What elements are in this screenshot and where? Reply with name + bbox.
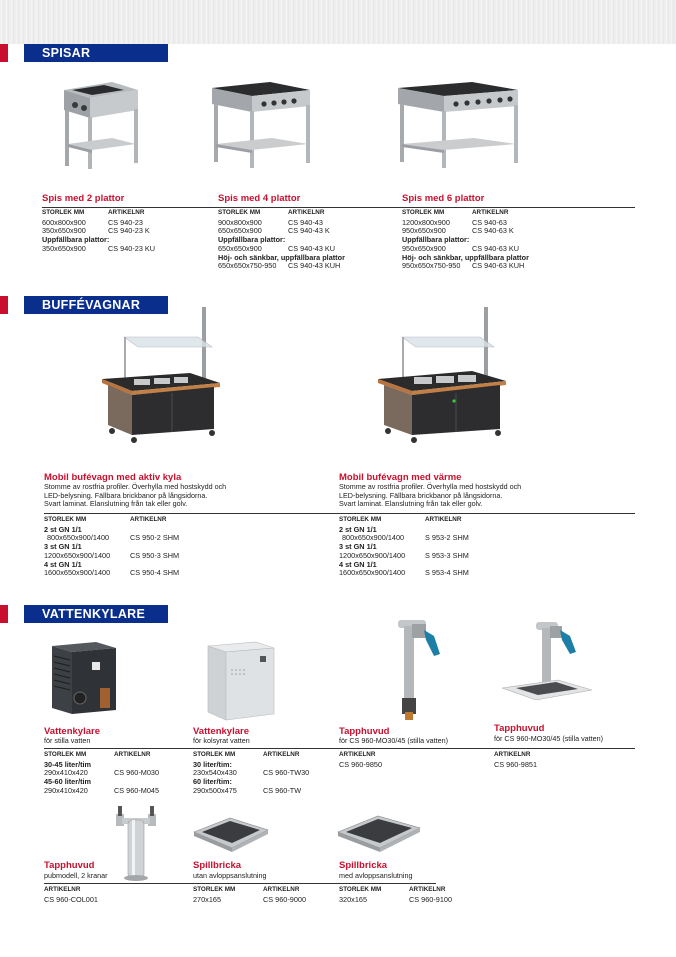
group-label: 3 st GN 1/1 xyxy=(44,542,82,552)
size-cell: 800x650x900/1400 xyxy=(342,533,405,543)
art-cell: CS 960-TW xyxy=(263,785,302,795)
size-cell: 230x540x430 xyxy=(193,768,237,778)
product-name: Vattenkylare xyxy=(193,726,249,737)
section-header-spisar xyxy=(0,44,168,62)
product-description: med avloppsanslutning xyxy=(339,871,413,880)
col-header-size: STORLEK MM xyxy=(402,209,445,216)
product-description: för kolsyrat vatten xyxy=(193,736,250,745)
col-header-art: ARTIKELNR xyxy=(494,751,531,758)
section-marker xyxy=(0,296,8,314)
col-header-size: STORLEK MM xyxy=(42,209,85,216)
col-header-art: ARTIKELNR xyxy=(409,886,446,893)
stove-4-plates-image xyxy=(208,78,312,170)
art-cell: CS 960-M030 xyxy=(114,768,160,778)
col-header-art: ARTIKELNR xyxy=(263,886,300,893)
art-cell: CS 940-63 KUH xyxy=(472,261,525,271)
size-cell: 950x650x900 xyxy=(402,226,446,236)
art-cell: CS 950-3 SHM xyxy=(130,550,180,560)
product-name: Tapphuvud xyxy=(339,726,390,737)
drip-tray-no-drain-image xyxy=(190,816,270,858)
col-header-size: STORLEK MM xyxy=(218,209,261,216)
art-cell: CS 940-63 xyxy=(472,217,507,227)
spec-table-b2 xyxy=(339,516,469,578)
art-cell: CS 950-2 SHM xyxy=(130,533,180,543)
product-name: Vattenkylare xyxy=(44,726,100,737)
size-cell: 1600x650x900/1400 xyxy=(339,568,406,578)
col-header-size: STORLEK MM xyxy=(193,751,236,758)
spec-table-v2 xyxy=(193,751,309,796)
size-cell: 270x165 xyxy=(193,894,221,904)
size-cell: 1200x650x900/1400 xyxy=(339,550,406,560)
spec-table-v6 xyxy=(193,886,306,904)
art-cell: CS 940-43 KUH xyxy=(288,261,341,271)
art-cell: S 953-2 SHM xyxy=(425,533,469,543)
divider-rule xyxy=(44,513,635,514)
art-cell: CS 960-TW30 xyxy=(263,768,310,778)
tap-head-still-image xyxy=(390,614,446,724)
size-cell: 290x410x420 xyxy=(44,768,88,778)
spec-table-p2 xyxy=(218,209,345,271)
col-header-art: ARTIKELNR xyxy=(425,516,462,523)
tap-head-with-tray-image xyxy=(498,618,594,710)
spec-table-p3 xyxy=(402,209,529,271)
product-name: Tapphuvud xyxy=(44,860,95,871)
divider-rule xyxy=(42,207,635,208)
group-label: 2 st GN 1/1 xyxy=(44,524,82,534)
art-cell: CS 960-9000 xyxy=(263,894,307,904)
product-description: för CS 960-MO30/45 (stilla vatten) xyxy=(339,736,449,745)
size-cell: 350x650x900 xyxy=(42,243,86,253)
desc-line: LED-belysning. Fällbara brickbanor på långsidorna. xyxy=(44,490,208,500)
desc-line: Stomme av rostfria profiler. Överhylla med hostskydd och xyxy=(44,482,227,491)
art-cell: CS 960-9850 xyxy=(339,759,383,769)
art-cell: CS 940-23 xyxy=(108,217,143,227)
spec-table-v7 xyxy=(339,886,452,904)
group-label: 3 st GN 1/1 xyxy=(339,542,377,552)
section-title: VATTENKYLARE xyxy=(24,605,168,623)
art-cell: CS 940-43 KU xyxy=(288,243,336,253)
product-description: för CS 960-MO30/45 (stilla vatten) xyxy=(494,734,604,743)
size-cell: 350x650x900 xyxy=(42,226,86,236)
product-description: pubmodell, 2 kranar xyxy=(44,871,108,880)
product-name: Spillbricka xyxy=(193,860,242,871)
desc-line: Svart laminat. Elanslutning från tak eller golv. xyxy=(44,499,188,509)
product-name: Spillbricka xyxy=(339,860,388,871)
size-cell: 1200x650x900/1400 xyxy=(44,550,111,560)
stove-6-plates-image xyxy=(394,78,520,170)
col-header-size: STORLEK MM xyxy=(44,516,87,523)
section-title: SPISAR xyxy=(24,44,168,62)
sub-label: Uppfällbara plattor: xyxy=(42,235,110,245)
product-name: Mobil bufévagn med aktiv kyla xyxy=(44,472,182,483)
art-cell: CS 960-M045 xyxy=(114,785,160,795)
art-cell: CS 940-43 xyxy=(288,217,323,227)
section-marker xyxy=(0,44,8,62)
spec-table-v1 xyxy=(44,751,159,796)
art-cell: CS 940-43 K xyxy=(288,226,330,236)
size-cell: 1600x650x900/1400 xyxy=(44,568,111,578)
product-description: för stilla vatten xyxy=(44,736,91,745)
sub-label: Höj- och sänkbar, uppfällbara plattor xyxy=(218,252,345,262)
desc-line: Svart laminat. Elanslutning från tak eller golv. xyxy=(339,499,483,509)
art-cell: CS 960-9851 xyxy=(494,759,538,769)
group-label: 30-45 liter/tim xyxy=(44,759,92,769)
size-cell: 650x650x900 xyxy=(218,243,262,253)
divider-rule xyxy=(44,883,436,884)
divider-rule xyxy=(44,748,635,749)
size-cell: 900x800x900 xyxy=(218,217,262,227)
group-label: 60 liter/tim: xyxy=(193,777,232,787)
spec-table-p1 xyxy=(42,209,155,254)
tap-head-pub-image xyxy=(112,806,160,882)
product-name: Tapphuvud xyxy=(494,723,545,734)
col-header-art: ARTIKELNR xyxy=(130,516,167,523)
size-cell: 320x165 xyxy=(339,894,367,904)
art-cell: CS 940-63 K xyxy=(472,226,514,236)
size-cell: 290x410x420 xyxy=(44,785,88,795)
art-cell: CS 940-63 KU xyxy=(472,243,520,253)
section-header-vattenkylare xyxy=(0,605,168,623)
col-header-size: STORLEK MM xyxy=(193,886,236,893)
art-cell: CS 940-23 KU xyxy=(108,243,156,253)
art-cell: CS 960-9100 xyxy=(409,894,453,904)
product-description xyxy=(44,483,226,509)
art-cell: CS 950-4 SHM xyxy=(130,568,180,578)
col-header-art: ARTIKELNR xyxy=(114,751,151,758)
sub-label: Höj- och sänkbar, uppfällbara plattor xyxy=(402,252,529,262)
sub-label: Uppfällbara plattor: xyxy=(402,235,470,245)
col-header-size: STORLEK MM xyxy=(339,886,382,893)
group-label: 4 st GN 1/1 xyxy=(339,559,377,569)
desc-line: Stomme av rostfria profiler. Överhylla med hostskydd och xyxy=(339,482,522,491)
art-cell: S 953-3 SHM xyxy=(425,550,469,560)
product-description: utan avloppsanslutning xyxy=(193,871,267,880)
group-label: 30 liter/tim: xyxy=(193,759,232,769)
product-name: Spis med 4 plattor xyxy=(218,193,301,204)
group-label: 4 st GN 1/1 xyxy=(44,559,82,569)
col-header-size: STORLEK MM xyxy=(339,516,382,523)
col-header-art: ARTIKELNR xyxy=(108,209,145,216)
water-cooler-carbonated-image xyxy=(204,640,276,722)
spec-table-v3 xyxy=(339,751,382,769)
size-cell: 950x650x750-950 xyxy=(402,261,461,271)
art-cell: CS 940-23 K xyxy=(108,226,150,236)
group-label: 45-60 liter/tim xyxy=(44,777,92,787)
group-label: 2 st GN 1/1 xyxy=(339,524,377,534)
art-cell: CS 960-COL001 xyxy=(44,894,98,904)
col-header-art: ARTIKELNR xyxy=(339,751,376,758)
size-cell: 1200x800x900 xyxy=(402,217,450,227)
size-cell: 650x650x750-950 xyxy=(218,261,277,271)
size-cell: 800x650x900/1400 xyxy=(47,533,110,543)
spec-table-v4 xyxy=(494,751,537,769)
size-cell: 950x650x900 xyxy=(402,243,446,253)
size-cell: 290x500x475 xyxy=(193,785,237,795)
desc-line: LED-belysning. Fällbara brickbanor på långsidorna. xyxy=(339,490,503,500)
buffet-cart-heated-image xyxy=(374,307,510,447)
col-header-size: STORLEK MM xyxy=(44,751,87,758)
buffet-cart-cold-image xyxy=(98,307,224,447)
col-header-art: ARTIKELNR xyxy=(263,751,300,758)
col-header-art: ARTIKELNR xyxy=(44,886,81,893)
col-header-art: ARTIKELNR xyxy=(472,209,509,216)
product-name: Mobil bufévagn med värme xyxy=(339,472,462,483)
size-cell: 600x800x900 xyxy=(42,217,86,227)
section-title: BUFFÉVAGNAR xyxy=(24,296,168,314)
product-name: Spis med 6 plattor xyxy=(402,193,485,204)
spec-table-b1 xyxy=(44,516,179,578)
spec-table-v5 xyxy=(44,886,98,904)
art-cell: S 953-4 SHM xyxy=(425,568,469,578)
drip-tray-with-drain-image xyxy=(334,814,422,858)
stove-2-plates-image xyxy=(58,72,142,170)
col-header-art: ARTIKELNR xyxy=(288,209,325,216)
size-cell: 650x650x900 xyxy=(218,226,262,236)
product-description xyxy=(339,483,521,509)
header-texture-strip xyxy=(0,0,676,44)
water-cooler-still-image xyxy=(50,640,120,716)
section-marker xyxy=(0,605,8,623)
sub-label: Uppfällbara plattor: xyxy=(218,235,286,245)
product-name: Spis med 2 plattor xyxy=(42,193,125,204)
